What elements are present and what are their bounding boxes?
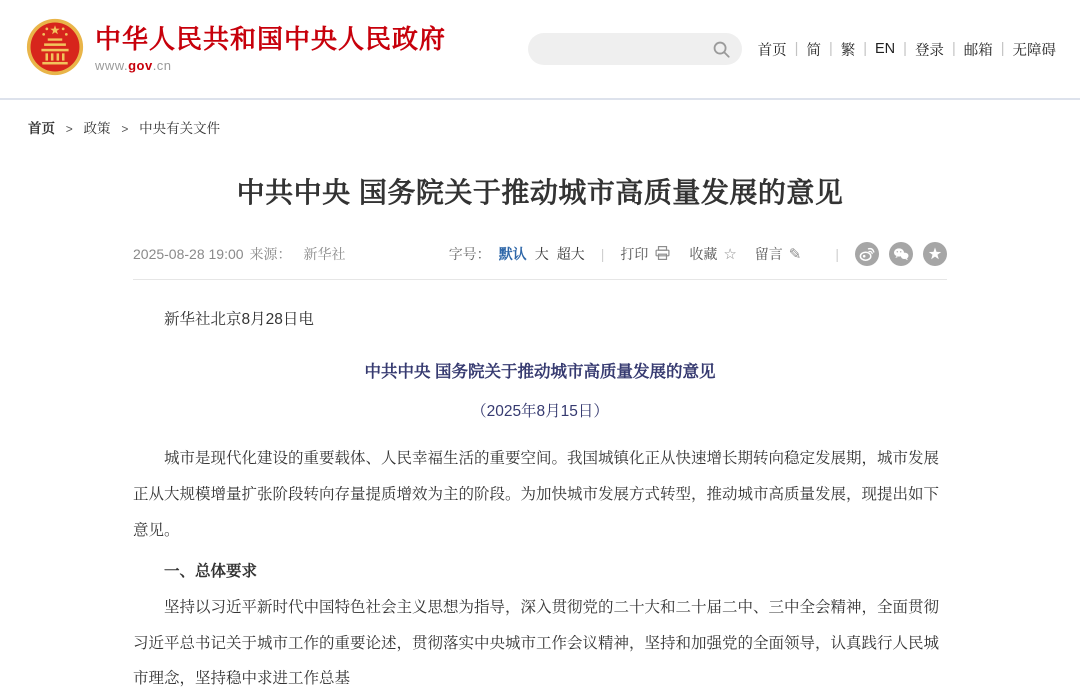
logo-text (95, 25, 446, 73)
search-icon[interactable] (712, 40, 731, 59)
font-size-large[interactable]: 大 (534, 246, 549, 263)
top-nav (758, 39, 1056, 60)
article-meta-bar (133, 242, 947, 280)
breadcrumb-home[interactable]: 首页 (28, 121, 55, 136)
comment-button[interactable] (755, 244, 802, 264)
section-heading-1: 一、总体要求 (164, 563, 258, 581)
site-title: 中华人民共和国中央人民政府 (95, 24, 447, 55)
source-label: 来源： (249, 246, 292, 263)
site-url-www: www. (95, 57, 129, 73)
breadcrumb-policy[interactable]: 政策 (83, 121, 111, 136)
search-input[interactable] (542, 41, 712, 58)
site-logo[interactable] (26, 18, 446, 81)
breadcrumb-separator: > (121, 122, 129, 136)
breadcrumb (0, 100, 1080, 137)
source-value[interactable]: 新华社 (303, 246, 346, 263)
share-group (855, 242, 947, 266)
meta-separator: | (600, 246, 605, 263)
weibo-share-icon[interactable] (855, 242, 879, 266)
meta-separator: | (835, 246, 839, 263)
pencil-icon: ✎ (788, 245, 802, 263)
font-size-default[interactable]: 默认 (498, 246, 527, 263)
nav-simplified[interactable]: 简 (806, 42, 821, 59)
document-date: （2025年8月15日） (471, 402, 609, 420)
publish-datetime: 2025-08-28 19:00 (133, 246, 244, 263)
favorite-label: 收藏 (689, 246, 718, 263)
qzone-star-share-icon[interactable] (923, 242, 947, 266)
nav-mail[interactable]: 邮箱 (963, 42, 993, 59)
nav-accessibility[interactable]: 无障碍 (1012, 42, 1056, 59)
printer-icon (654, 245, 671, 264)
nav-separator: | (903, 41, 907, 57)
article-body (133, 302, 947, 697)
site-url-cn: .cn (152, 57, 172, 73)
nav-separator: | (1000, 41, 1005, 57)
article-meta-right (449, 242, 947, 266)
nav-separator: | (951, 41, 956, 57)
article-meta-left (133, 244, 346, 264)
national-emblem-icon (26, 18, 84, 81)
nav-home[interactable]: 首页 (757, 42, 787, 59)
nav-separator: | (863, 41, 867, 57)
nav-separator: | (794, 41, 799, 57)
page-title: 中共中央 国务院关于推动城市高质量发展的意见 (236, 177, 844, 208)
font-size-xlarge[interactable]: 超大 (556, 246, 585, 263)
document-title: 中共中央 国务院关于推动城市高质量发展的意见 (364, 362, 716, 381)
paragraph-1: 城市是现代化建设的重要载体、人民幸福生活的重要空间。我国城镇化正从快速增长期转向稳定发展期，城市发展正从大规模增量扩张阶段转向存量提质增效为主的阶段。为加快城市发展方式转型，推动城市高质量发展，现提出如下意见。 (133, 450, 940, 539)
breadcrumb-separator: > (65, 122, 73, 136)
star-icon: ☆ (723, 245, 737, 263)
nav-login[interactable]: 登录 (914, 42, 944, 59)
nav-traditional[interactable]: 繁 (840, 42, 856, 59)
article (133, 173, 947, 697)
paragraph-2: 坚持以习近平新时代中国特色社会主义思想为指导，深入贯彻党的二十大和二十届二中、三中全会精神，全面贯彻习近平总书记关于城市工作的重要论述，贯彻落实中央城市工作会议精神，坚持和加强党的全面领导，认真践行人民城市理念，坚持稳中求进工作总基 (133, 598, 940, 688)
wechat-share-icon[interactable] (889, 242, 913, 266)
favorite-button[interactable] (689, 244, 736, 264)
print-label: 打印 (620, 246, 649, 263)
site-url-gov: gov (128, 57, 153, 73)
print-button[interactable] (620, 244, 671, 264)
site-header (0, 0, 1080, 100)
site-url (95, 58, 446, 73)
breadcrumb-current: 中央有关文件 (139, 121, 221, 136)
font-size-label: 字号： (448, 246, 491, 263)
search-bar (528, 33, 742, 65)
nav-english[interactable]: EN (875, 41, 896, 57)
dateline: 新华社北京8月28日电 (164, 311, 314, 329)
comment-label: 留言 (754, 246, 783, 263)
nav-separator: | (828, 41, 833, 57)
